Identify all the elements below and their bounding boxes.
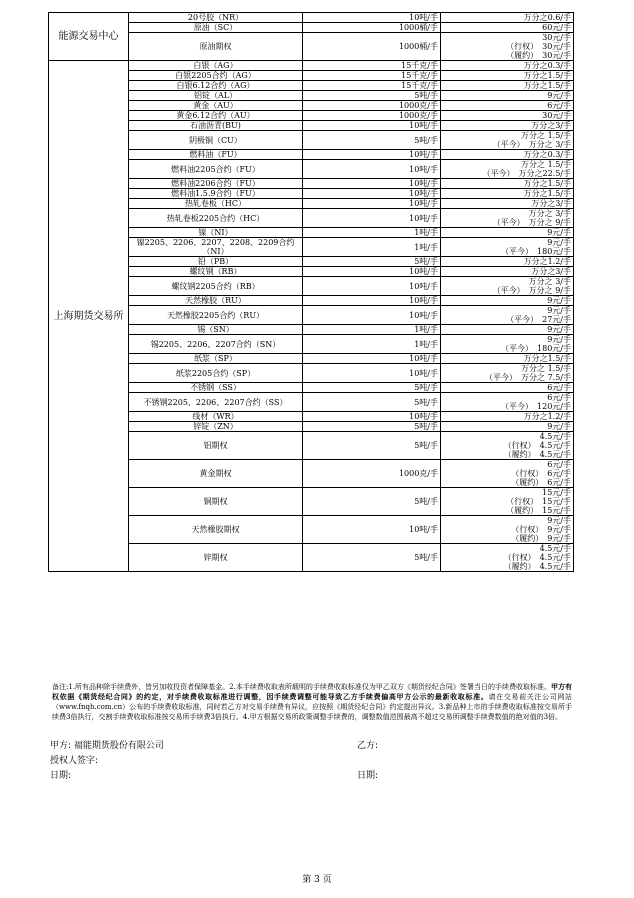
product-name: 铜期权: [129, 488, 303, 516]
trading-unit: 10吨/手: [303, 189, 441, 199]
fee-line: [443, 131, 571, 140]
fee-line: [443, 553, 571, 562]
trading-unit: 1吨/手: [303, 228, 441, 238]
trading-unit: 1吨/手: [303, 325, 441, 335]
product-name: 铝期权: [129, 432, 303, 460]
fee-value: 30元/手: [542, 42, 571, 51]
fee-value: 万分之3/手: [531, 267, 571, 276]
fee-line: [443, 497, 571, 506]
fee-line: [443, 534, 571, 543]
fee-line: [443, 460, 571, 469]
product-name: 锡2205、2206、2207合约（SN）: [129, 335, 303, 354]
fee-label: （平今）: [492, 140, 525, 149]
fee-line: [443, 91, 571, 100]
fee-value: 6元/手: [547, 393, 571, 402]
fee-line: [443, 267, 571, 276]
fee-label: （行权）: [511, 525, 544, 534]
fee-line: [443, 516, 571, 525]
fee-value: 万分之1.2/手: [523, 412, 571, 421]
fee-value: 9元/手: [547, 91, 571, 100]
fee-line: [443, 525, 571, 534]
fee-value: 60元/手: [542, 23, 571, 32]
product-name: 燃料油1.5.9合约（FU）: [129, 189, 303, 199]
fee-cell: [441, 13, 574, 23]
fee-cell: [441, 412, 574, 422]
fee-value: 万分之1.2/手: [523, 257, 571, 266]
product-name: 铝锭（AL）: [129, 91, 303, 101]
fee-cell: [441, 131, 574, 150]
product-name: 不锈钢（SS）: [129, 383, 303, 393]
product-name: 黄金（AU）: [129, 101, 303, 111]
product-name: 燃料油2206合约（FU）: [129, 179, 303, 189]
fee-label: （履约）: [503, 450, 536, 459]
product-name: 锌锭（ZN）: [129, 422, 303, 432]
fee-value: 万分之3/手: [531, 199, 571, 208]
fee-line: [443, 506, 571, 515]
trading-unit: 10吨/手: [303, 179, 441, 189]
fee-value: 万分之 1.5/手: [521, 160, 571, 169]
fee-line: [443, 306, 571, 315]
fee-value: 9元/手: [547, 228, 571, 237]
fee-value: 万分之 1.5/手: [521, 364, 571, 373]
fee-value: 9元/手: [547, 296, 571, 305]
fee-cell: [441, 179, 574, 189]
trading-unit: 5吨/手: [303, 432, 441, 460]
fee-value: 9元/手: [547, 335, 571, 344]
fee-line: [443, 488, 571, 497]
party-b-label: 乙方:: [357, 741, 379, 751]
product-name: 螺纹钢（RB）: [129, 267, 303, 277]
fee-line: [443, 169, 571, 178]
fee-label: （行权）: [503, 553, 536, 562]
fee-label: （行权）: [511, 469, 544, 478]
fee-value: 30元/手: [542, 33, 571, 42]
fee-cell: [441, 33, 574, 61]
trading-unit: 5吨/手: [303, 383, 441, 393]
fee-line: [443, 81, 571, 90]
fee-value: 万分之 1.5/手: [521, 131, 571, 140]
date-a-label: 日期:: [50, 771, 72, 781]
notes-part-1: 备注:1.所有品种除手续费外，皆另加收投资者保障基金。2.本手续费收取表所载明的手续费收取标准仅为甲乙双方《期货经纪合同》签署当日的手续费收取标准。: [52, 683, 551, 691]
fee-value: 万分之1.5/手: [523, 189, 571, 198]
fee-line: [443, 373, 571, 382]
trading-unit: 10吨/手: [303, 160, 441, 179]
fee-line: [443, 335, 571, 344]
fee-line: [443, 478, 571, 487]
trading-unit: 1吨/手: [303, 335, 441, 354]
fee-value: 9元/手: [547, 516, 571, 525]
product-name: 螺纹钢2205合约（RB）: [129, 277, 303, 296]
fee-value: 180元/手: [537, 344, 571, 353]
authorized-signature-label: 授权人签字:: [50, 756, 99, 766]
fee-line: [443, 286, 571, 295]
fee-value: 万分之 3/手: [528, 209, 571, 218]
product-name: 燃料油（FU）: [129, 150, 303, 160]
fee-label: （平今）: [492, 218, 525, 227]
fee-line: [443, 228, 571, 237]
table-row: [49, 61, 574, 71]
fee-line: [443, 111, 571, 120]
fee-line: [443, 296, 571, 305]
fee-value: 15元/手: [542, 497, 571, 506]
trading-unit: 10吨/手: [303, 306, 441, 325]
exchange-name: 能源交易中心: [49, 13, 129, 61]
fee-line: [443, 422, 571, 431]
fee-label: （平今）: [501, 402, 534, 411]
fee-value: 万分之1.5/手: [523, 81, 571, 90]
fee-value: 万分之 9/手: [528, 286, 571, 295]
trading-unit: 5吨/手: [303, 91, 441, 101]
trading-unit: 1000克/手: [303, 111, 441, 121]
exchange-name: 上海期货交易所: [49, 61, 129, 572]
fee-cell: [441, 228, 574, 238]
trading-unit: 5吨/手: [303, 422, 441, 432]
fee-line: [443, 544, 571, 553]
fee-label: （行权）: [503, 441, 536, 450]
trading-unit: 5吨/手: [303, 544, 441, 572]
fee-cell: [441, 81, 574, 91]
fee-cell: [441, 91, 574, 101]
trading-unit: 10吨/手: [303, 209, 441, 228]
trading-unit: 10吨/手: [303, 121, 441, 131]
fee-cell: [441, 101, 574, 111]
product-name: 原油（SC）: [129, 23, 303, 33]
fee-label: （平今）: [506, 315, 539, 324]
trading-unit: 1000桶/手: [303, 23, 441, 33]
fee-label: （平今）: [485, 373, 518, 382]
fee-value: 万分之1.5/手: [523, 354, 571, 363]
product-name: 燃料油2205合约（FU）: [129, 160, 303, 179]
fee-line: [443, 432, 571, 441]
fee-line: [443, 13, 571, 22]
product-name: 天然橡胶（RU）: [129, 296, 303, 306]
trading-unit: 10吨/手: [303, 516, 441, 544]
fee-cell: [441, 325, 574, 335]
trading-unit: 10吨/手: [303, 277, 441, 296]
product-name: 不锈钢2205、2206、2207合约（SS）: [129, 393, 303, 412]
fee-value: 万分之1.5/手: [523, 179, 571, 188]
fee-value: 万分之0.3/手: [523, 61, 571, 70]
product-name: 白银2205合约（AG）: [129, 71, 303, 81]
notes-part-3: 请在交易前关注公司网站（www.fnqh.com.cn）公布的手续费收取标准，同时若乙方对交易手续费有异议，应按照《期货经纪合同》约定提出异议。3.新品种上市的手续费收取标准按交易所手续费3倍执行，交割手续费收取标准按交易所手续费3倍执行。4.甲方根据交易所政策调整手续费的，调整数值范围最高不超过交易所调整手续费数值的绝对值的3倍。: [52, 693, 573, 721]
fee-cell: [441, 460, 574, 488]
trading-unit: 10吨/手: [303, 150, 441, 160]
product-name: 黄金期权: [129, 460, 303, 488]
fee-cell: [441, 189, 574, 199]
product-name: 热轧卷板2205合约（HC）: [129, 209, 303, 228]
fee-value: 4.5元/手: [539, 432, 571, 441]
fee-cell: [441, 267, 574, 277]
fee-cell: [441, 23, 574, 33]
fee-label: （行权）: [506, 42, 539, 51]
fee-label: （行权）: [506, 497, 539, 506]
fee-value: 27元/手: [542, 315, 571, 324]
product-name: 镍2205、2206、2207、2208、2209合约（NI）: [129, 238, 303, 257]
fee-line: [443, 42, 571, 51]
fee-line: [443, 209, 571, 218]
fee-value: 万分之1.5/手: [523, 71, 571, 80]
fee-line: [443, 441, 571, 450]
fee-value: 15元/手: [542, 506, 571, 515]
product-name: 石油沥青(BU): [129, 121, 303, 131]
fee-line: [443, 121, 571, 130]
fee-cell: [441, 160, 574, 179]
fee-cell: [441, 383, 574, 393]
trading-unit: 15千克/手: [303, 81, 441, 91]
product-name: 黄金6.12合约（AU）: [129, 111, 303, 121]
fee-value: 9元/手: [547, 306, 571, 315]
fee-line: [443, 189, 571, 198]
fee-value: 30元/手: [542, 51, 571, 60]
fee-label: （履约）: [506, 506, 539, 515]
fee-line: [443, 393, 571, 402]
fee-label: （平今）: [492, 286, 525, 295]
fee-value: 万分之3/手: [531, 121, 571, 130]
fee-cell: [441, 335, 574, 354]
fee-line: [443, 315, 571, 324]
fee-value: 万分之 3/手: [528, 140, 571, 149]
trading-unit: 1000桶/手: [303, 33, 441, 61]
fee-cell: [441, 393, 574, 412]
fee-value: 180元/手: [537, 247, 571, 256]
fee-line: [443, 364, 571, 373]
fee-line: [443, 23, 571, 32]
fee-value: 9元/手: [547, 534, 571, 543]
fee-value: 6元/手: [547, 383, 571, 392]
fee-line: [443, 257, 571, 266]
fee-line: [443, 218, 571, 227]
fee-table: [48, 12, 574, 572]
fee-line: [443, 277, 571, 286]
fee-line: [443, 33, 571, 42]
fee-line: [443, 383, 571, 392]
fee-cell: [441, 111, 574, 121]
fee-value: 4.5元/手: [539, 544, 571, 553]
product-name: 20号胶（NR）: [129, 13, 303, 23]
page-number: 第 3 页: [302, 875, 332, 885]
fee-line: [443, 469, 571, 478]
trading-unit: 5吨/手: [303, 393, 441, 412]
date-b-label: 日期:: [357, 771, 379, 781]
trading-unit: 5吨/手: [303, 131, 441, 150]
fee-cell: [441, 71, 574, 81]
fee-cell: [441, 257, 574, 267]
fee-label: （履约）: [511, 478, 544, 487]
trading-unit: 1000克/手: [303, 460, 441, 488]
fee-table-body: [49, 13, 574, 572]
fee-value: 万分之 7.5/手: [521, 373, 571, 382]
fee-value: 万分之 3/手: [528, 277, 571, 286]
fee-line: [443, 247, 571, 256]
fee-label: （履约）: [511, 534, 544, 543]
product-name: 纸浆（SP）: [129, 354, 303, 364]
fee-line: [443, 450, 571, 459]
fee-cell: [441, 544, 574, 572]
fee-value: 4.5元/手: [539, 562, 571, 571]
fee-label: （平今）: [501, 247, 534, 256]
fee-value: 15元/手: [542, 488, 571, 497]
fee-cell: [441, 354, 574, 364]
fee-line: [443, 238, 571, 247]
fee-cell: [441, 422, 574, 432]
fee-value: 4.5元/手: [539, 450, 571, 459]
fee-cell: [441, 488, 574, 516]
fee-line: [443, 61, 571, 70]
fee-line: [443, 71, 571, 80]
trading-unit: 10吨/手: [303, 412, 441, 422]
product-name: 线材（WR）: [129, 412, 303, 422]
fee-line: [443, 140, 571, 149]
trading-unit: 10吨/手: [303, 354, 441, 364]
trading-unit: 10吨/手: [303, 13, 441, 23]
fee-cell: [441, 277, 574, 296]
fee-label: （履约）: [506, 51, 539, 60]
fee-line: [443, 354, 571, 363]
trading-unit: 10吨/手: [303, 199, 441, 209]
fee-line: [443, 101, 571, 110]
fee-value: 9元/手: [547, 325, 571, 334]
fee-value: 120元/手: [537, 402, 571, 411]
fee-value: 30元/手: [542, 111, 571, 120]
fee-value: 9元/手: [547, 238, 571, 247]
fee-cell: [441, 306, 574, 325]
fee-value: 6元/手: [547, 469, 571, 478]
product-name: 镍（NI）: [129, 228, 303, 238]
fee-cell: [441, 61, 574, 71]
fee-value: 万分之0.3/手: [523, 150, 571, 159]
fee-line: [443, 325, 571, 334]
fee-value: 4.5元/手: [539, 553, 571, 562]
fee-line: [443, 179, 571, 188]
product-name: 白银（AG）: [129, 61, 303, 71]
fee-label: （平今）: [482, 169, 515, 178]
product-name: 纸浆2205合约（SP）: [129, 364, 303, 383]
fee-line: [443, 51, 571, 60]
fee-value: 6元/手: [547, 101, 571, 110]
fee-line: [443, 402, 571, 411]
product-name: 原油期权: [129, 33, 303, 61]
fee-line: [443, 412, 571, 421]
fee-value: 9元/手: [547, 525, 571, 534]
product-name: 热轧卷板（HC）: [129, 199, 303, 209]
product-name: 白银6.12合约（AG）: [129, 81, 303, 91]
trading-unit: 15千克/手: [303, 61, 441, 71]
fee-value: 万分之22.5/手: [518, 169, 571, 178]
fee-line: [443, 150, 571, 159]
fee-label: （履约）: [503, 562, 536, 571]
fee-line: [443, 562, 571, 571]
fee-value: 4.5元/手: [539, 441, 571, 450]
fee-line: [443, 344, 571, 353]
fee-cell: [441, 199, 574, 209]
trading-unit: 10吨/手: [303, 296, 441, 306]
party-a-label: 甲方: 福能期货股份有限公司: [50, 741, 164, 751]
product-name: 锌期权: [129, 544, 303, 572]
trading-unit: 5吨/手: [303, 257, 441, 267]
product-name: 天然橡胶2205合约（RU）: [129, 306, 303, 325]
fee-cell: [441, 432, 574, 460]
product-name: 锡（SN）: [129, 325, 303, 335]
fee-value: 9元/手: [547, 422, 571, 431]
trading-unit: 5吨/手: [303, 488, 441, 516]
fee-cell: [441, 364, 574, 383]
trading-unit: 1吨/手: [303, 238, 441, 257]
fee-value: 6元/手: [547, 460, 571, 469]
product-name: 铅（PB）: [129, 257, 303, 267]
fee-value: 万分之 9/手: [528, 218, 571, 227]
trading-unit: 10吨/手: [303, 267, 441, 277]
trading-unit: 15千克/手: [303, 71, 441, 81]
notes-part-2-bold: 甲方有权依据《期货经纪合同》的约定，对手续费收取标准进行调整，因手续费调整可能导致乙方手续费偏高甲方公示的最新收取标准。: [52, 682, 573, 701]
trading-unit: 1000克/手: [303, 101, 441, 111]
table-row: [49, 13, 574, 23]
fee-label: （平今）: [501, 344, 534, 353]
fee-cell: [441, 296, 574, 306]
fee-value: 万分之0.6/手: [523, 13, 571, 22]
fee-cell: [441, 209, 574, 228]
fee-line: [443, 199, 571, 208]
product-name: 天然橡胶期权: [129, 516, 303, 544]
fee-cell: [441, 516, 574, 544]
trading-unit: 10吨/手: [303, 364, 441, 383]
product-name: 阴极铜（CU）: [129, 131, 303, 150]
fee-value: 6元/手: [547, 478, 571, 487]
notes: [52, 682, 572, 722]
fee-line: [443, 160, 571, 169]
fee-cell: [441, 238, 574, 257]
fee-cell: [441, 150, 574, 160]
fee-cell: [441, 121, 574, 131]
